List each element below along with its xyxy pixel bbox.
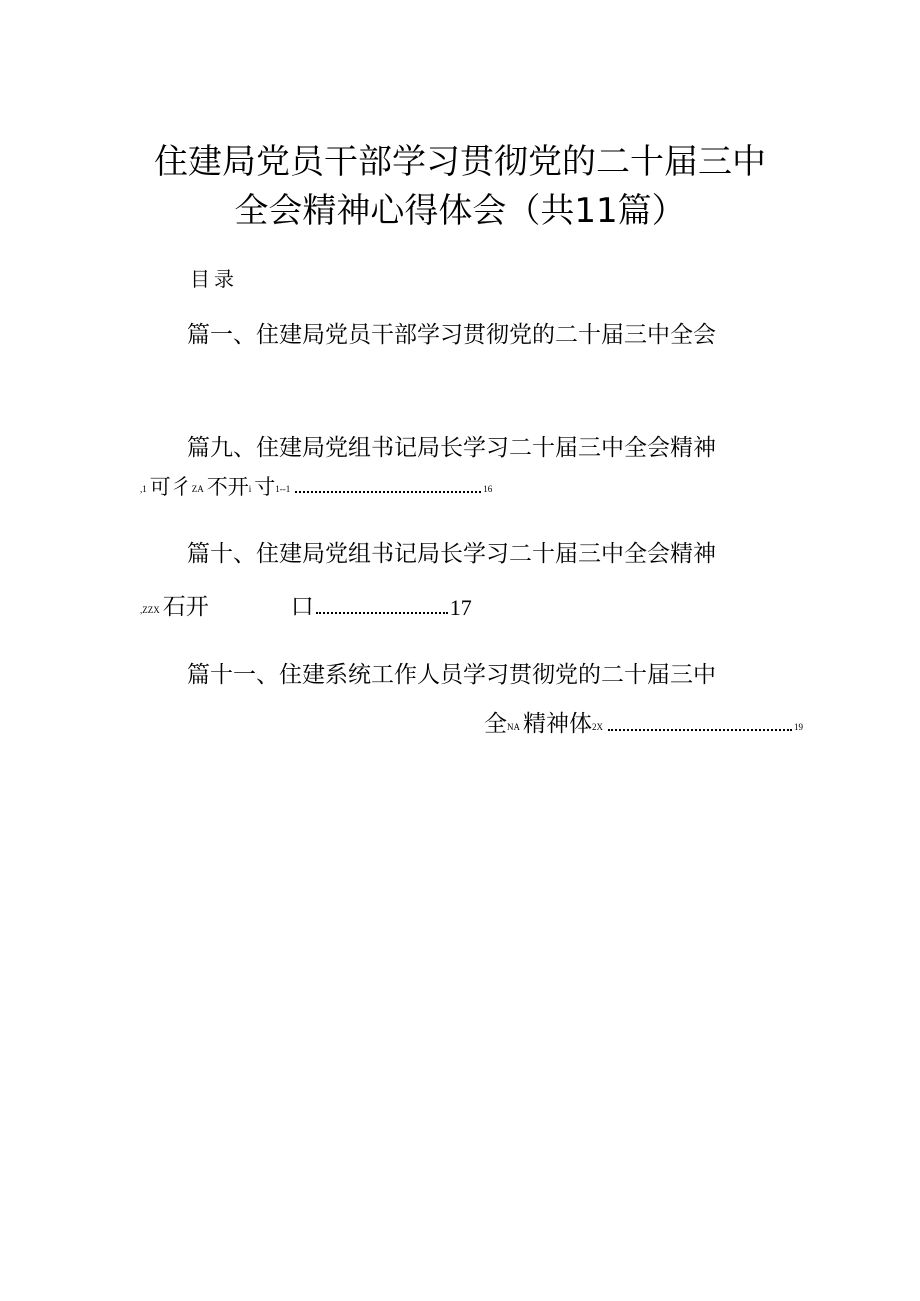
toc-entry-11-page-number: 19: [794, 722, 803, 732]
toc-entry-11-subline: [484, 713, 803, 736]
toc-entry-10[interactable]: 篇十、住建局党组书记局长学习二十届三中全会精神: [187, 541, 716, 567]
toc-entry-10-subline: [140, 596, 472, 619]
toc-entry-9-text-b: 不开: [206, 475, 249, 499]
toc-entry-10-text-b: 口: [290, 594, 314, 620]
toc-entry-11-text-a: 全: [484, 711, 507, 737]
toc-entry-11-text-b: 精神体: [523, 711, 592, 737]
toc-entry-9-prefix: ,1: [140, 484, 147, 494]
toc-entry-11-mark: NA: [507, 722, 520, 732]
toc-entry-9-mark-2: i: [248, 484, 252, 494]
toc-entry-9-page-number: 16: [483, 484, 493, 494]
toc-entry-9-leader-dots: [295, 491, 481, 493]
toc-entry-9-text-a: 可彳: [149, 475, 192, 499]
toc-entry-1[interactable]: 篇一、住建局党员干部学习贯彻党的二十届三中全会: [187, 322, 716, 348]
toc-entry-10-prefix: ,ZZX: [140, 605, 160, 615]
toc-entry-9[interactable]: 篇九、住建局党组书记局长学习二十届三中全会精神: [187, 435, 716, 461]
toc-entry-10-leader-dots: [316, 612, 448, 614]
document-title-line-2: 全会精神心得体会（共11篇）: [234, 191, 686, 231]
toc-entry-10-page-number: 17: [449, 595, 472, 620]
toc-entry-11-mark-2: 2X: [592, 722, 603, 732]
toc-entry-9-mark: ZA: [191, 484, 204, 494]
toc-entry-9-text-c: 寸: [254, 475, 276, 499]
toc-label: 目录: [190, 267, 238, 291]
toc-entry-9-mark-3: 1--1: [275, 484, 291, 494]
toc-entry-9-subline: [140, 477, 492, 498]
document-title-line-1: 住建局党员干部学习贯彻党的二十届三中: [154, 142, 766, 182]
toc-entry-11[interactable]: 篇十一、住建系统工作人员学习贯彻党的二十届三中: [187, 662, 716, 688]
toc-entry-10-text-a: 石开: [162, 594, 209, 620]
toc-entry-11-leader-dots: [608, 729, 792, 731]
